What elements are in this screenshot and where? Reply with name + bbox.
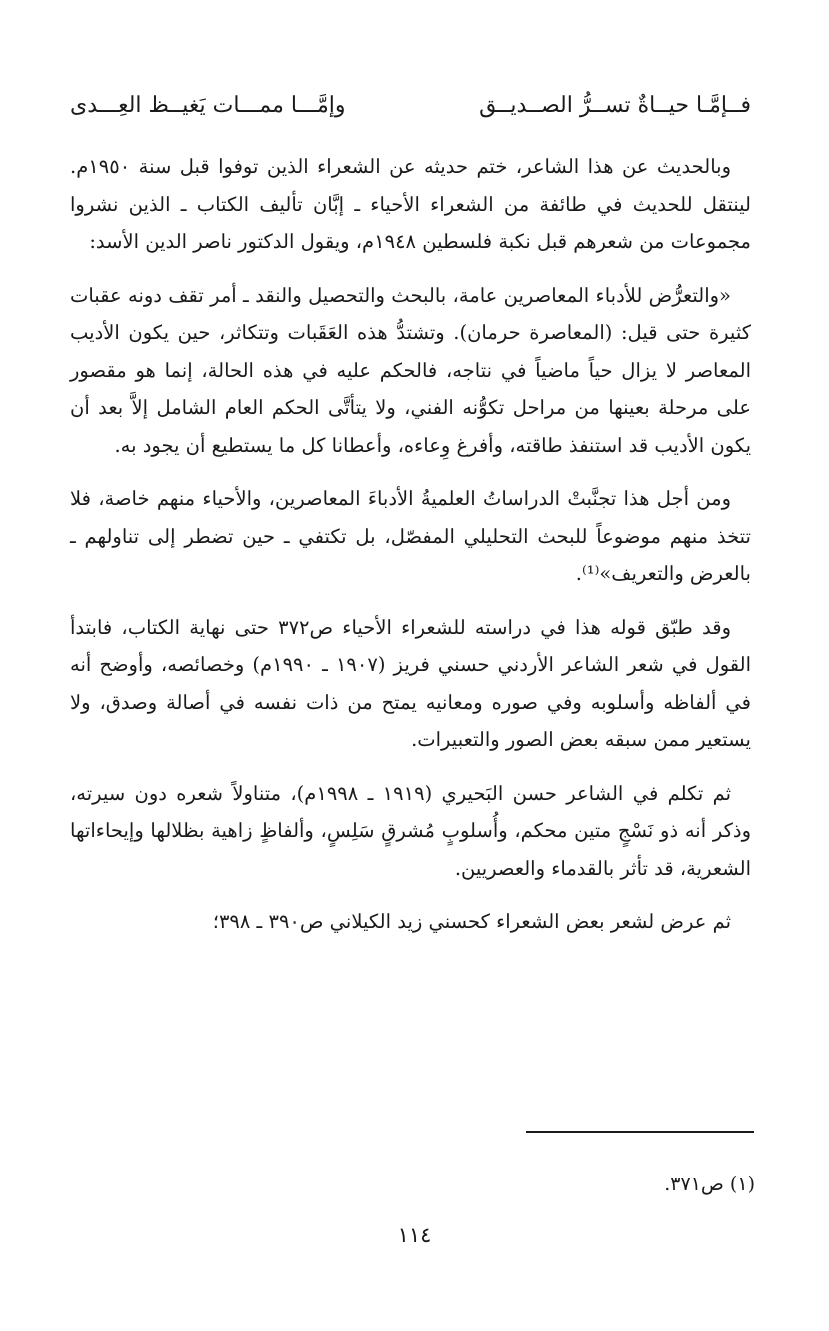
- quoted-paragraph: «والتعرُّض للأدباء المعاصرين عامة، بالبحث والتحصيل والنقد ـ أمر تقف دونه عقبات كثيرة حتى قيل: (المعاصرة حرمان). وتشتدُّ هذه العَقَبات وتتكاثر، حين يكون الأديب المعاصر لا يزال حياً ماضياً في نتاجه، فالحكم عليه في هذه الحالة، إنما هو مقصور على مرحلة بعينها من مراحل تكوُّنه الفني، ولا يتأتَّى الحكم العام الشامل إلاَّ بعد أن يكون الأديب قد استنفذ طاقته، وأفرغ وِعاءه، وأعطانا كل ما يستطيع أن يجود به.: [70, 283, 751, 457]
- quoted-paragraph: ومن أجل هذا تجنَّبتْ الدراساتُ العلميةُ الأدباءَ المعاصرين، والأحياء منهم خاصة، فلا تتخذ منهم موضوعاً للبحث التحليلي المفصّل، بل تكتفي ـ حين تضطر إلى تناولهم ـ بالعرض والتعريف»⁽¹⁾.: [70, 487, 751, 585]
- footnote-separator: [526, 1131, 754, 1133]
- body-text: [70, 148, 751, 957]
- paragraph: ثم تكلم في الشاعر حسن البَحيري (١٩١٩ ـ ١٩٩٨م)، متناولاً شعره دون سيرته، وذكر أنه ذو نَسْجٍ متين محكم، وأُسلوبٍ مُشرقٍ سَلِسٍ، وألفاظٍ زاهية بظلالها وإيحاءاتها الشعرية، قد تأثر بالقدماء والعصريين.: [70, 781, 751, 880]
- verse-first-hemistich: فــإمَّـا حيــاةٌ تســرُّ الصــديــق: [479, 93, 751, 118]
- paragraph: وبالحديث عن هذا الشاعر، ختم حديثه عن الشعراء الذين توفوا قبل سنة ١٩٥٠م. لينتقل للحديث في طائفة من الشعراء الأحياء ـ إبَّان تأليف الكتاب ـ الذين نشروا مجموعات من شعرهم قبل نكبة فلسطين ١٩٤٨م، ويقول الدكتور ناصر الدين الأسد:: [70, 155, 751, 253]
- poetry-verse: [70, 86, 751, 126]
- verse-second-hemistich: وإمَّـــا ممـــات يَغيــظ العِـــدى: [70, 93, 346, 118]
- paragraph: ثم عرض لشعر بعض الشعراء كحسني زيد الكيلاني ص٣٩٠ ـ ٣٩٨؛: [212, 910, 731, 933]
- footnote: (١) ص٣٧١.: [664, 1173, 755, 1195]
- page-number: ١١٤: [397, 1223, 432, 1247]
- paragraph: وقد طبّق قوله هذا في دراسته للشعراء الأحياء ص٣٧٢ حتى نهاية الكتاب، فابتدأ القول في شعر الشاعر الأردني حسني فريز (١٩٠٧ ـ ١٩٩٠م) وخصائصه، وأوضح أنه في ألفاظه وأسلوبه وفي صوره ومعانيه يمتح من ذات نفسه في أصالة وصدق، ولا يستعير ممن سبقه بعض الصور والتعبيرات.: [70, 615, 751, 751]
